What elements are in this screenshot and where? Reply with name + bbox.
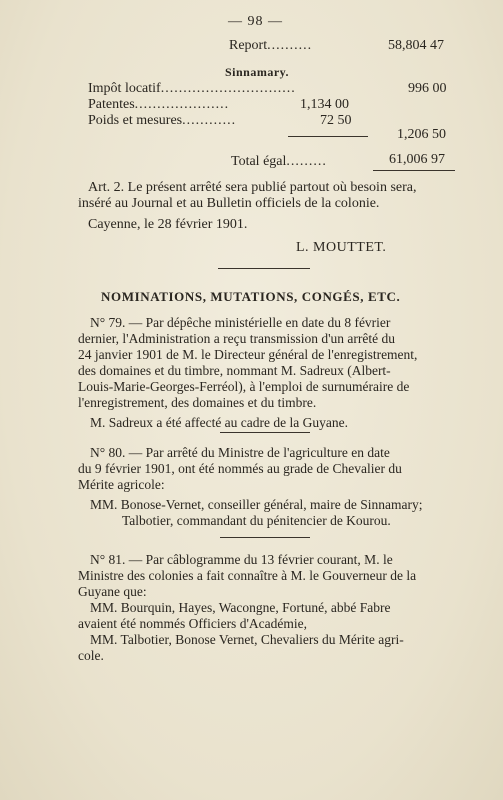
notice-79-line: l'enregistrement, des domaines et du timbre. bbox=[78, 395, 317, 410]
report-value: 58,804 47 bbox=[388, 38, 444, 53]
item-patentes-label: Patentes..................... bbox=[88, 97, 230, 112]
section-heading: NOMINATIONS, MUTATIONS, CONGÉS, ETC. bbox=[101, 289, 401, 304]
notice-80 bbox=[78, 445, 456, 529]
notice-79-line: Louis-Marie-Georges-Ferréol), à l'emploi de surnuméraire de bbox=[78, 379, 410, 394]
divider-80 bbox=[220, 537, 310, 538]
item-poids-amount: 72 50 bbox=[320, 113, 352, 128]
section-title: Sinnamary. bbox=[225, 65, 290, 79]
report-label: Report.......... bbox=[229, 38, 313, 53]
total-value: 61,006 97 bbox=[389, 152, 445, 167]
item-poids-label: Poids et mesures............ bbox=[88, 113, 237, 128]
subtotal-rule bbox=[288, 136, 368, 137]
notice-79-note: M. Sadreux a été affecté au cadre de la Guyane. bbox=[90, 415, 348, 430]
subtotal-value: 1,206 50 bbox=[397, 127, 446, 142]
art2-line-2: inséré au Journal et au Bulletin officiels de la colonie. bbox=[78, 196, 380, 211]
section-divider bbox=[218, 268, 310, 269]
notice-81-line: avaient été nommés Officiers d'Académie, bbox=[78, 616, 307, 631]
art2-line-1: Art. 2. Le présent arrêté sera publié partout où besoin sera, bbox=[88, 180, 417, 195]
notice-79-line: des domaines et du timbre, nommant M. Sadreux (Albert- bbox=[78, 363, 391, 378]
item-patentes-amount: 1,134 00 bbox=[300, 97, 349, 112]
notice-81-line: MM. Bourquin, Hayes, Wacongne, Fortuné, abbé Fabre bbox=[90, 600, 391, 615]
notice-81-line: Guyane que: bbox=[78, 584, 147, 599]
notice-81 bbox=[78, 552, 456, 664]
notice-79 bbox=[78, 315, 456, 431]
notice-80-name: MM. Bonose-Vernet, conseiller général, maire de Sinnamary; bbox=[90, 497, 423, 512]
notice-81-line: MM. Talbotier, Bonose Vernet, Chevaliers du Mérite agri- bbox=[90, 632, 404, 647]
notice-80-line: Mérite agricole: bbox=[78, 477, 165, 492]
notice-81-line: cole. bbox=[78, 648, 104, 663]
notice-79-line: 24 janvier 1901 de M. le Directeur général de l'enregistrement, bbox=[78, 347, 418, 362]
page-number: — 98 — bbox=[228, 14, 283, 29]
notice-80-line: N° 80. — Par arrêté du Ministre de l'agriculture en date bbox=[90, 445, 390, 460]
item-impot-total: 996 00 bbox=[408, 81, 447, 96]
notice-80-line: du 9 février 1901, ont été nommés au grade de Chevalier du bbox=[78, 461, 402, 476]
notice-80-name: Talbotier, commandant du pénitencier de Kourou. bbox=[122, 513, 391, 528]
signature: L. MOUTTET. bbox=[296, 240, 387, 255]
notice-81-line: Ministre des colonies a fait connaître à M. le Gouverneur de la bbox=[78, 568, 417, 583]
notice-81-line: N° 81. — Par câblogramme du 13 février courant, M. le bbox=[90, 552, 393, 567]
notice-79-line: dernier, l'Administration a reçu transmission d'un arrêté du bbox=[78, 331, 395, 346]
total-label: Total égal......... bbox=[231, 154, 327, 169]
total-rule bbox=[373, 170, 455, 171]
item-impot-label: Impôt locatif.............................. bbox=[88, 81, 296, 96]
notice-79-line: N° 79. — Par dépêche ministérielle en date du 8 février bbox=[90, 315, 391, 330]
dateline: Cayenne, le 28 février 1901. bbox=[88, 217, 248, 232]
divider-79 bbox=[220, 432, 310, 433]
